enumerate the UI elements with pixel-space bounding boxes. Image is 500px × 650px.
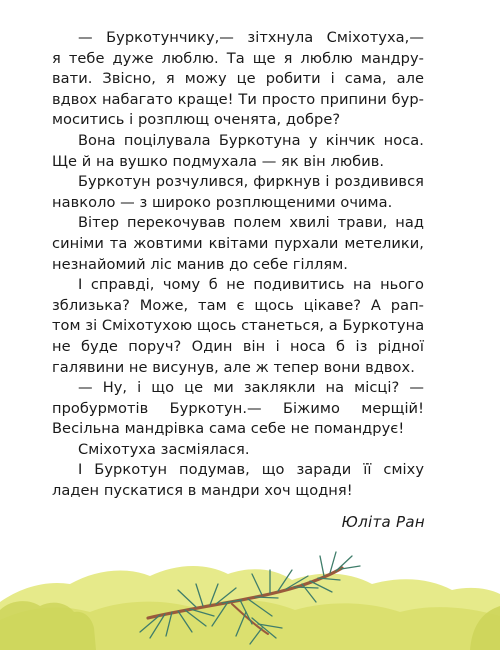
text-line: Ще й на вушко подмухала — як він любив. [52,152,385,170]
text-line: зблизька? Може, там є щось цікаве? А рап- [52,296,424,314]
paragraph [52,131,424,172]
text-line: синіми та жовтими квітами пурхали метелики, [52,234,424,252]
text-line: пробурмотів Буркотун.— Біжимо мерщій! [52,399,424,417]
text-line: вдвох набагато краще! Ти просто припини бур- [52,90,424,108]
text-line: — Ну, і що це ми заклякли на місці? — [78,379,424,397]
text-line: навколо — з широко розплющеними очима. [52,193,393,211]
grass-and-pine-branch-illustration [0,540,500,650]
text-line: вати. Звісно, я можу це робити і сама, але [52,70,424,88]
text-line: І справді, чому б не подивитись на нього [78,276,424,294]
text-line: моситись і розплющ оченята, добре? [52,111,341,129]
story-text [52,28,424,502]
text-line: том зі Сміхотухою щось станеться, а Буркотуна [52,317,425,335]
paragraph [52,440,424,461]
text-line: — Буркотунчику,— зітхнула Сміхотуха,— [78,29,424,46]
text-line: Весільна мандрівка сама себе не помандрує! [52,420,405,438]
paragraph [52,28,424,131]
text-line: ладен пускатися в мандри хоч щодня! [52,482,353,500]
text-line: я тебе дуже люблю. Та ще я люблю мандру- [52,49,424,67]
paragraph [52,213,424,275]
paragraph [52,172,424,213]
text-line: Сміхотуха засміялася. [78,440,250,458]
text-line: незнайомий ліс манив до себе гіллям. [52,255,348,273]
text-line: Буркотун розчулився, фиркнув і роздивився [78,173,424,191]
paragraph [52,460,424,501]
text-line: галявини не висунув, але ж тепер вони вдвох. [52,358,415,376]
text-line: не буде поруч? Один він і носа б із рідної [52,337,424,355]
paragraph [52,275,424,378]
text-line: Вона поцілувала Буркотуна у кінчик носа. [78,131,424,149]
author-signature: Юліта Ран [341,513,425,531]
text-line: І Буркотун подумав, що заради її сміху [78,461,424,479]
paragraph [52,378,424,440]
grass-hills [0,566,500,650]
text-line: Вітер перекочував полем хвилі трави, над [78,214,424,232]
